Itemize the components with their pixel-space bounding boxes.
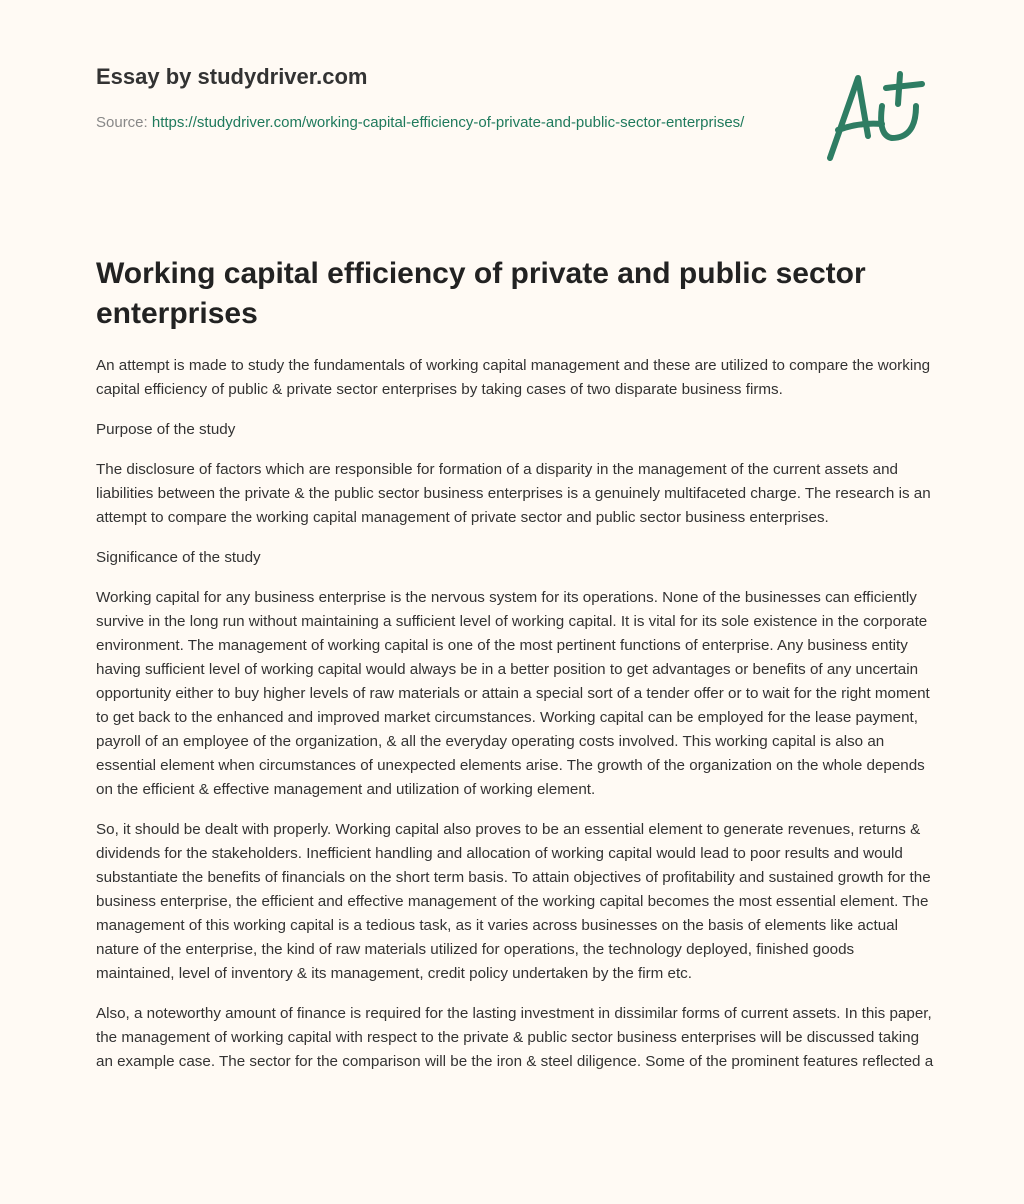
a-plus-logo-icon: [820, 66, 930, 166]
source-line: [96, 111, 776, 135]
paragraph: The disclosure of factors which are responsible for formation of a disparity in the management of the current assets and liabilities between the private & the public sector business enterprises is a genuinely multifaceted charge. The research is an attempt to compare the working capital management of private sector and public sector business enterprises.: [96, 461, 931, 526]
paragraph: An attempt is made to study the fundamentals of working capital management and these are utilized to compare the working capital efficiency of public & private sector enterprises by taking cases of two disparate business firms.: [96, 357, 931, 398]
source-link[interactable]: https://studydriver.com/working-capital-efficiency-of-private-and-public-sector-enterprises/: [151, 114, 745, 131]
site-brand: Essay by studydriver.com: [96, 64, 368, 89]
paragraph: Working capital for any business enterprise is the nervous system for its operations. None of the businesses can efficiently survive in the long run without maintaining a sufficient level of working capital. It is vital for its sole existence in the corporate environment. The management of working capital is one of the most pertinent functions of enterprise. Any business entity having sufficient level of working capital would always be in a better position to get advantages or benefits of any uncertain opportunity either to buy higher levels of raw materials or attain a special sort of a tender offer or to wait for the right moment to get back to the enhanced and improved market circumstances. Working capital can be employed for the lease payment, payroll of an employee of the organization, & all the everyday operating costs involved. This working capital is also an essential element when circumstances of unexpected elements arise. The growth of the organization on the whole depends on the efficient & effective management and utilization of working element.: [96, 589, 930, 798]
paragraph: So, it should be dealt with properly. Working capital also proves to be an essential element to generate revenues, returns & dividends for the stakeholders. Inefficient handling and allocation of working capital would lead to poor results and would substantiate the benefits of financials on the short term basis. To attain objectives of profitability and sustained growth for the business enterprise, the efficient and effective management of the working capital becomes the most essential element. The management of this working capital is a tedious task, as it varies across businesses on the basis of elements like actual nature of the enterprise, the kind of raw materials utilized for operations, the technology deployed, finished goods maintained, level of inventory & its management, credit policy undertaken by the firm etc.: [96, 821, 931, 982]
source-label: Source:: [96, 114, 152, 131]
section-heading: Purpose of the study: [96, 421, 236, 438]
section-heading: Significance of the study: [96, 549, 261, 566]
page-title: Working capital efficiency of private and public sector enterprises: [96, 257, 866, 330]
paragraph: Also, a noteworthy amount of finance is required for the lasting investment in dissimilar forms of current assets. In this paper, the management of working capital with respect to the private & public sector business enterprises will be discussed taking an example case. The sector for the comparison will be the iron & steel diligence. Some of the prominent features reflected a: [96, 1005, 934, 1070]
essay-body: [96, 354, 936, 1090]
